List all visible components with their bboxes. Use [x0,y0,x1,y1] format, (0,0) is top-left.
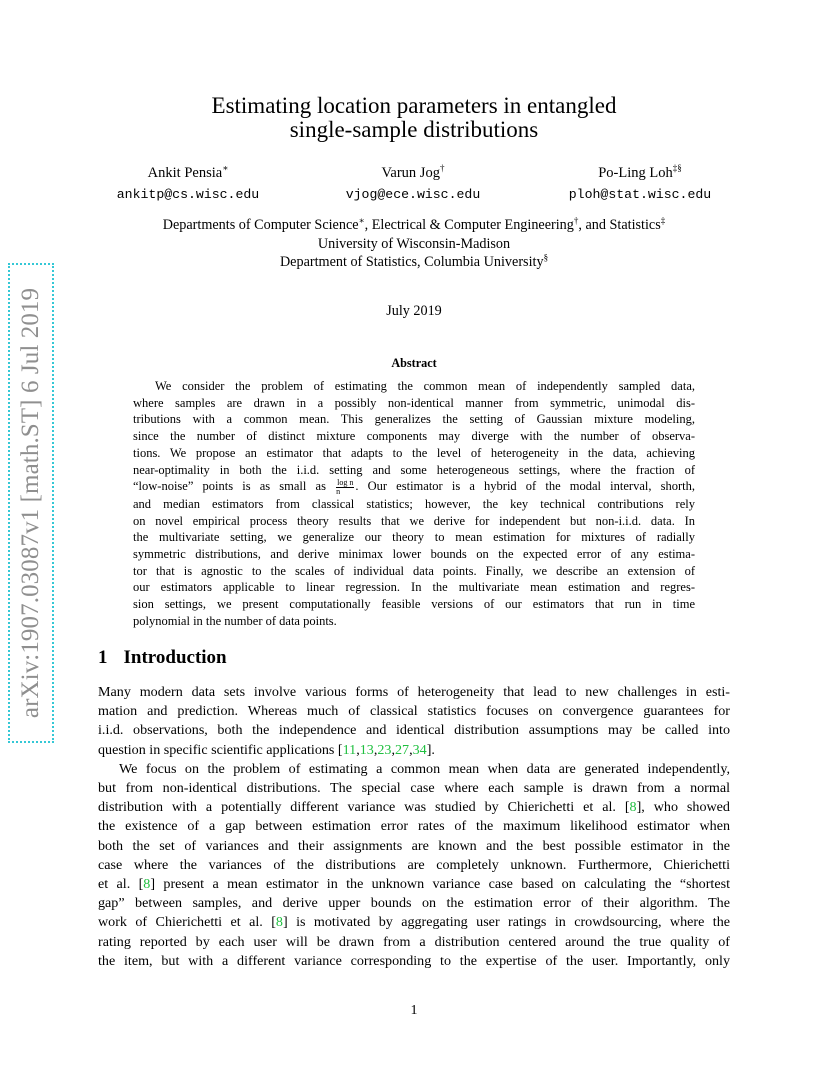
body-line: Many modern data sets involve various forms of heterogeneity that lead to new challenges in esti- [98,684,730,700]
affiliation-text: , Electrical & Computer Engineering [364,217,574,233]
citation-link[interactable]: 8 [629,799,637,816]
citation-link[interactable]: 34 [412,741,427,758]
section-title: Introduction [123,647,227,668]
citation-link[interactable]: 13 [359,741,374,758]
abstract-line: polynomial in the number of data points. [133,613,337,628]
body-text-run: ] is motivated by aggregating user ratings in crowdsourcing, where the [282,914,730,931]
abstract-line: since the number of distinct mixture components may diverge with the number of observa- [133,429,695,444]
title-line-2: single-sample distributions [289,117,539,142]
author-email[interactable]: vjog@ece.wisc.edu [345,187,481,202]
citation-link[interactable]: 8 [275,914,283,931]
abstract-heading: Abstract [391,356,437,370]
body-line: the existence of a gap between estimation error rates of the maximum likelihood estimator when [98,818,730,835]
fraction-numerator: log n [337,477,354,487]
author-mark: ‡§ [672,163,682,174]
body-text-run: question in specific scientific applications [ [98,741,343,758]
author-block-2 [313,164,513,204]
citation-link[interactable]: 11 [342,741,357,758]
body-line [98,875,730,894]
author-email[interactable]: ploh@stat.wisc.edu [568,187,712,202]
fraction-log-n-over-n [336,479,354,496]
abstract-body [133,378,695,629]
author-mark: † [439,163,445,174]
author-mark: ∗ [222,163,229,174]
citation-link[interactable]: 8 [143,876,151,893]
body-line: gap” between samples, and derive upper bounds on the estimation error of their algorithm. The [98,895,730,912]
author-block-1 [88,164,288,204]
abstract-text: . Our estimator is a hybrid of the modal interval, shorth, [355,479,695,494]
abstract-line: sion settings, we present computationally feasible versions of our estimators that run in time [133,597,695,612]
affiliation-line-2: University of Wisconsin-Madison [317,235,511,252]
abstract-line: the multivariate setting, we generalize our theory to mean estimation for mixtures of radially [133,530,695,545]
author-block-3 [540,164,740,204]
affiliation-text: Department of Statistics, Columbia University [279,254,544,270]
citation-link[interactable]: 27 [394,741,410,758]
affiliations [0,216,828,272]
affiliation-line-3 [0,253,828,272]
page-number: 1 [410,1003,418,1018]
author-email[interactable]: ankitp@cs.wisc.edu [116,187,260,202]
affiliation-text: , and Statistics [578,217,661,233]
body-line: case where the variances of the distributions are completely unknown. Furthermore, Chierichetti [98,856,730,873]
body-line: but from non-identical distributions. The special case where each sample is drawn from a normal [98,780,730,797]
abstract-line: tor that is agnostic to the scales of individual data points. Finally, we describe an extension of [133,563,695,578]
affiliation-text: Departments of Computer Science [162,217,359,233]
abstract-line [133,478,695,496]
section-heading [98,647,227,669]
body-text-run: ], who showed [636,799,730,816]
abstract-line: We consider the problem of estimating the common mean of independently sampled data, [155,379,695,393]
affiliation-mark: ‡ [660,215,666,226]
fraction-denominator: n [336,486,341,496]
abstract-line: tributions with a common mean. This generalizes the setting of Gaussian mixture modeling, [133,412,695,427]
abstract-line: our estimators applicable to linear regression. In the multivariate mean estimation and regres- [133,580,695,595]
paper-date: July 2019 [386,303,442,319]
citation-link[interactable]: 23 [377,741,392,758]
body-text-run: et al. [ [98,876,144,893]
body-line: both the set of variances and their assignments are known and the best possible estimator in the [98,837,730,854]
body-line [98,798,730,817]
author-name: Po-Ling Loh [598,165,673,181]
affiliation-mark: § [543,252,549,263]
affiliation-mark: † [573,215,579,226]
abstract-line: near-optimality in both the i.i.d. setting and some heterogeneous settings, where the fraction of [133,462,695,477]
abstract-line: tions. We propose an estimator that adapts to the level of heterogeneity in the data, achieving [133,445,695,460]
body-line: the item, but with a different variance corresponding to the expertise of the user. Importantly, only [98,952,730,969]
section-number: 1 [98,647,108,668]
body-line: We focus on the problem of estimating a common mean when data are generated independently, [119,760,730,777]
body-text-run: distribution with a potentially different variance was studied by Chierichetti et al. [ [98,799,630,816]
affiliation-line-1 [0,216,828,235]
body-text-run: work of Chierichetti et al. [ [98,914,276,931]
arxiv-identifier: arXiv:1907.03087v1 [math.ST] 6 Jul 2019 [17,287,44,719]
body-line: i.i.d. observations, both the independence and identical distribution assumptions may be called into [98,722,730,739]
author-name: Ankit Pensia [147,165,223,181]
abstract-line: symmetric distributions, and derive minimax lower bounds on the expected error of any estima- [133,546,695,561]
paper-title [0,94,828,142]
abstract-line: and median estimators from classical statistics; however, the key technical contributions rely [133,496,695,511]
title-line-1: Estimating location parameters in entangled [211,93,617,118]
body-text [98,683,730,971]
body-line: question in specific scientific applications [11,13,23,27,34]. [98,741,435,758]
body-text-run: ]. [426,741,435,758]
arxiv-sidebar-stamp [8,263,54,743]
abstract-line: on novel empirical process theory results that we derive for independent but non-i.i.d. data. In [133,513,695,528]
abstract-line: where samples are drawn in a possibly non-identical manner from symmetric, unimodal dis- [133,395,695,410]
body-line [98,913,730,932]
abstract-text: “low-noise” points is as small as [133,479,326,494]
body-line: mation and prediction. Whereas much of classical statistics focuses on convergence guarantees for [98,703,730,720]
body-text-run: ] present a mean estimator in the unknown variance case based on calculating the “shortest [150,876,730,893]
affiliation-mark: ∗ [358,215,365,226]
body-line: rating reported by each user will be drawn from a distribution centered around the true quality of [98,933,730,950]
author-name: Varun Jog [381,165,440,181]
